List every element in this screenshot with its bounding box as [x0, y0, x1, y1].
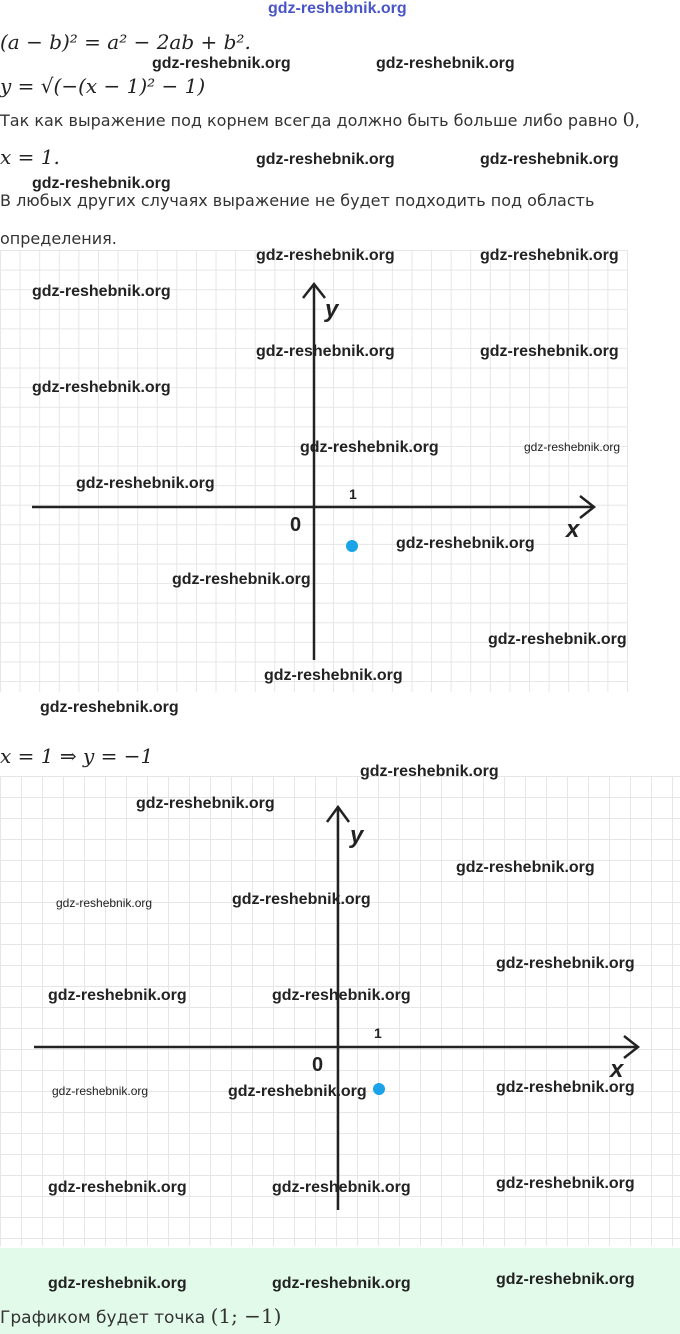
graph-2-unit-label: 1 — [374, 1025, 382, 1041]
other-cases-line2: определения. — [0, 229, 117, 248]
watermark: gdz-reshebnik.org — [32, 379, 171, 396]
watermark: gdz-reshebnik.org — [264, 667, 403, 684]
watermark: gdz-reshebnik.org — [488, 631, 627, 648]
watermark: gdz-reshebnik.org — [232, 891, 371, 908]
top-watermark: gdz-reshebnik.org — [268, 0, 407, 17]
graph-2-origin-label: 0 — [312, 1054, 324, 1076]
watermark: gdz-reshebnik.org — [480, 247, 619, 264]
other-cases-line1: В любых других случаях выражение не будет подходить под область — [0, 191, 595, 210]
graph-1-unit-label: 1 — [349, 486, 357, 502]
watermark: gdz-reshebnik.org — [56, 896, 153, 910]
watermark: gdz-reshebnik.org — [172, 571, 311, 588]
identity-formula: (a − b)² = a² − 2ab + b². — [0, 30, 251, 54]
watermark: gdz-reshebnik.org — [32, 175, 171, 192]
watermark: gdz-reshebnik.org — [496, 955, 635, 972]
watermark: gdz-reshebnik.org — [32, 283, 171, 300]
watermark: gdz-reshebnik.org — [272, 987, 411, 1004]
graph-2-point — [373, 1083, 385, 1095]
graph-2-y-label: y — [350, 822, 364, 849]
implication-formula: x = 1 ⇒ y = −1 — [0, 744, 154, 768]
root-condition-suffix: , — [634, 111, 640, 130]
watermark: gdz-reshebnik.org — [360, 763, 499, 780]
watermark: gdz-reshebnik.org — [256, 247, 395, 264]
watermark: gdz-reshebnik.org — [48, 1179, 187, 1196]
watermark: gdz-reshebnik.org — [48, 1275, 187, 1292]
watermark: gdz-reshebnik.org — [52, 1084, 149, 1098]
watermark: gdz-reshebnik.org — [300, 439, 439, 456]
watermark: gdz-reshebnik.org — [256, 151, 395, 168]
answer-prefix: Графиком будет точка — [0, 1308, 206, 1328]
answer-text — [0, 1304, 281, 1328]
watermark: gdz-reshebnik.org — [480, 343, 619, 360]
answer-point: (1; −1) — [210, 1304, 282, 1328]
graph-1-origin-label: 0 — [290, 514, 302, 536]
watermark: gdz-reshebnik.org — [228, 1083, 367, 1100]
watermark: gdz-reshebnik.org — [456, 859, 595, 876]
watermark: gdz-reshebnik.org — [136, 795, 275, 812]
watermark: gdz-reshebnik.org — [272, 1275, 411, 1292]
root-condition-prefix: Так как выражение под корнем всегда должно быть больше либо равно — [0, 111, 618, 130]
watermark: gdz-reshebnik.org — [76, 475, 215, 492]
watermark: gdz-reshebnik.org — [396, 535, 535, 552]
watermark: gdz-reshebnik.org — [152, 55, 291, 72]
function-formula: y = √(−(x − 1)² − 1) — [0, 74, 206, 98]
watermark: gdz-reshebnik.org — [48, 987, 187, 1004]
watermark: gdz-reshebnik.org — [496, 1079, 635, 1096]
watermark: gdz-reshebnik.org — [496, 1175, 635, 1192]
watermark: gdz-reshebnik.org — [272, 1179, 411, 1196]
graph-1-y-label: y — [325, 296, 339, 323]
graph-1-x-label: x — [566, 516, 580, 543]
watermark: gdz-reshebnik.org — [256, 343, 395, 360]
watermark: gdz-reshebnik.org — [524, 440, 621, 454]
zero-value: 0 — [622, 109, 635, 131]
watermark: gdz-reshebnik.org — [376, 55, 515, 72]
graph-2-x-label: x — [610, 1056, 624, 1083]
watermark: gdz-reshebnik.org — [496, 1271, 635, 1288]
watermark: gdz-reshebnik.org — [480, 151, 619, 168]
x-equals-formula: x = 1. — [0, 145, 60, 169]
watermark: gdz-reshebnik.org — [40, 699, 179, 716]
